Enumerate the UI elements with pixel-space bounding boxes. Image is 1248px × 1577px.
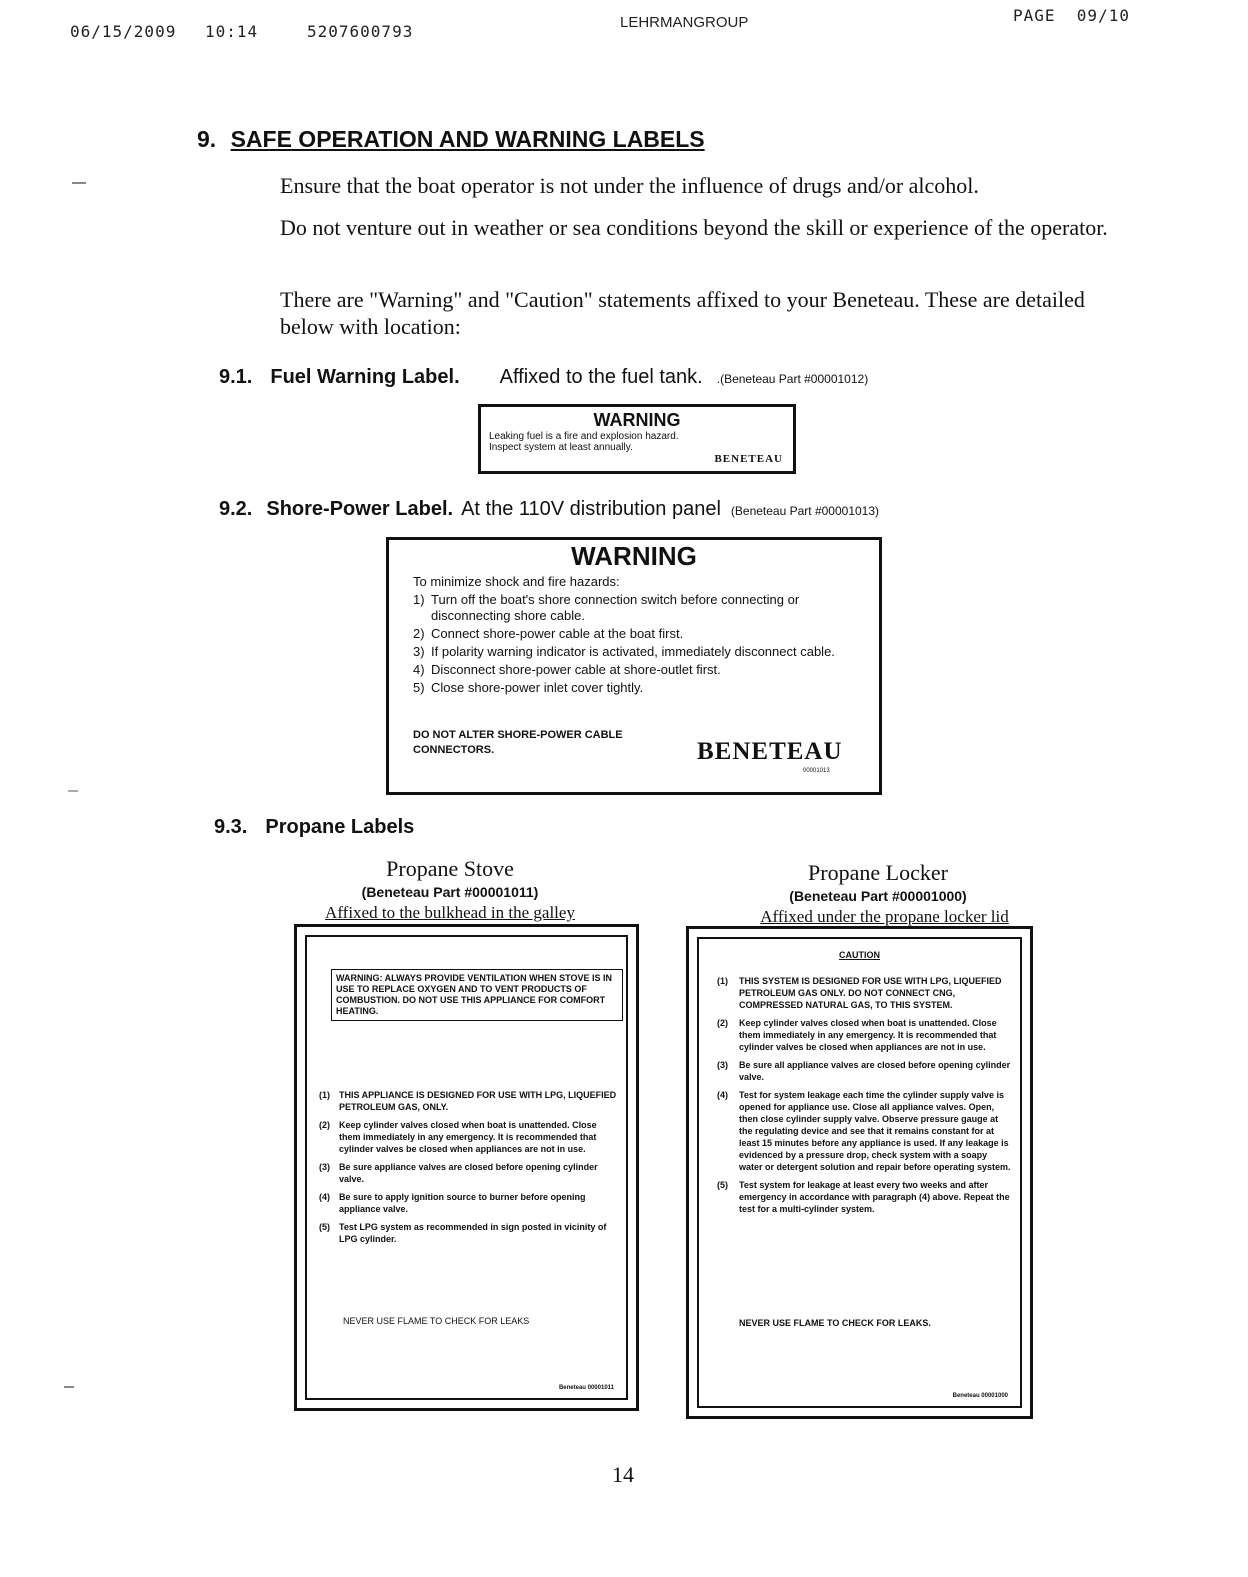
shore-label-heading: WARNING <box>571 541 697 571</box>
fuel-label-heading: WARNING <box>593 410 681 430</box>
fax-sender: LEHRMANGROUP <box>620 14 749 31</box>
locker-item: (3) Be sure all appliance valves are closed before opening cylinder valve. <box>717 1060 1011 1082</box>
shore-label-list <box>389 590 879 696</box>
fax-number: 5207600793 <box>307 22 414 41</box>
paragraph-2: Do not venture out in weather or sea conditions beyond the skill or experience of the operator. <box>280 215 1108 240</box>
section-number: 9. <box>197 126 217 152</box>
stove-item: (2) Keep cylinder valves closed when boat is unattended. Close them immediately in any emergency. It is recommended that cylinder valves be closed when appliances are not in use. <box>319 1120 597 1154</box>
shore-label-item: 3) If polarity warning indicator is activated, immediately disconnect cable. <box>413 644 835 659</box>
shore-label-item: 5) Close shore-power inlet cover tightly. <box>413 680 644 695</box>
locker-item: (2) Keep cylinder valves closed when boat is unattended. Close them immediately in any emergency. It is recommended that cylinder valves be closed when appliances are not in use. <box>717 1018 997 1052</box>
fuel-warning-label <box>478 404 796 474</box>
shore-label-brand: BENETEAU <box>697 738 843 765</box>
locker-list <box>717 975 1013 1221</box>
paragraph-1: Ensure that the boat operator is not under the influence of drugs and/or alcohol. <box>280 173 979 198</box>
propane-stove-label <box>294 924 639 1411</box>
shore-label-item: 2) Connect shore-power cable at the boat first. <box>413 626 684 641</box>
shore-power-label <box>386 537 882 795</box>
locker-code: Beneteau 00001000 <box>952 1393 1008 1399</box>
stove-heading: Propane Stove <box>386 856 514 881</box>
fax-page: PAGE 09/10 <box>1013 6 1130 25</box>
locker-item: (4) Test for system leakage each time the cylinder supply valve is opened for appliance use. Close all appliance valves. Open, then close cylinder supply valve. Observe pressure gauge at the regulating device and see that it remains constant for at least 15 minutes before any appliance is used. If any leakage is evidenced by a pressure drop, check system with a soapy water or detergent solution and repair before operating system. <box>717 1090 1011 1172</box>
sub3-number: 9.3. <box>214 816 248 838</box>
shore-label-intro: To minimize shock and fire hazards: <box>413 574 620 589</box>
stove-part: (Beneteau Part #00001011) <box>361 884 539 900</box>
locker-caution: CAUTION <box>839 950 880 960</box>
fuel-label-brand: BENETEAU <box>714 453 783 465</box>
section-title: SAFE OPERATION AND WARNING LABELS <box>230 126 705 152</box>
shore-label-item: 1) Turn off the boat's shore connection switch before connecting or disconnecting shore cable. <box>413 592 800 623</box>
sub1-title: Fuel Warning Label. <box>270 366 460 388</box>
shore-label-item: 4) Disconnect shore-power cable at shore-outlet first. <box>413 662 721 677</box>
stove-item: (5) Test LPG system as recommended in sign posted in vicinity of LPG cylinder. <box>319 1222 607 1244</box>
sub2-title: Shore-Power Label. <box>266 498 454 520</box>
sub2-location: At the 110V distribution panel <box>461 498 721 520</box>
subsection-9-1 <box>219 366 868 389</box>
sub1-location: Affixed to the fuel tank. <box>499 366 703 388</box>
locker-item: (1) THIS SYSTEM IS DESIGNED FOR USE WITH LPG, LIQUEFIED PETROLEUM GAS ONLY. DO NOT CONNECT CNG, COMPRESSED NATURAL GAS, TO THIS SYSTEM. <box>717 976 1002 1010</box>
fax-date: 06/15/2009 <box>70 22 177 41</box>
stove-code: Beneteau 00001011 <box>558 1385 614 1391</box>
subsection-9-3 <box>214 816 414 839</box>
stove-item: (1) THIS APPLIANCE IS DESIGNED FOR USE WITH LPG, LIQUEFIED PETROLEUM GAS, ONLY. <box>319 1090 617 1112</box>
locker-never: NEVER USE FLAME TO CHECK FOR LEAKS. <box>739 1318 931 1328</box>
sub2-part: (Beneteau Part #00001013) <box>730 504 880 518</box>
stove-never: NEVER USE FLAME TO CHECK FOR LEAKS <box>343 1316 530 1326</box>
fuel-label-text: Leaking fuel is a fire and explosion hazard. Inspect system at least annually. <box>489 431 679 453</box>
locker-part: (Beneteau Part #00001000) <box>789 888 967 904</box>
locker-heading: Propane Locker <box>808 860 948 885</box>
subsection-9-2 <box>219 498 879 521</box>
scan-mark <box>72 182 86 184</box>
stove-list <box>319 1089 619 1251</box>
shore-label-code: 00001013 <box>803 768 830 774</box>
locker-location: Affixed under the propane locker lid <box>760 907 1009 926</box>
stove-location: Affixed to the bulkhead in the galley <box>325 903 575 922</box>
sub3-title: Propane Labels <box>265 816 415 838</box>
page-number: 14 <box>612 1462 634 1487</box>
propane-locker-label <box>686 926 1033 1419</box>
stove-item: (3) Be sure appliance valves are closed before opening cylinder valve. <box>319 1162 598 1184</box>
shore-label-footer: DO NOT ALTER SHORE-POWER CABLE CONNECTORS. <box>413 729 623 756</box>
sub1-part: .(Beneteau Part #00001012) <box>716 372 869 386</box>
locker-item: (5) Test system for leakage at least every two weeks and after emergency in accordance with paragraph (4) above. Repeat the test for a multi-cylinder system. <box>717 1180 1010 1214</box>
scan-mark <box>64 1386 74 1388</box>
scan-mark <box>68 790 78 792</box>
stove-item: (4) Be sure to apply ignition source to burner before opening appliance valve. <box>319 1192 586 1214</box>
sub2-number: 9.2. <box>219 498 253 520</box>
stove-warning-box: WARNING: ALWAYS PROVIDE VENTILATION WHEN STOVE IS IN USE TO REPLACE OXYGEN AND TO VENT PRODUCTS OF COMBUSTION. DO NOT USE THIS APPLIANCE FOR COMFORT HEATING. <box>331 969 623 1021</box>
section-heading <box>197 126 705 153</box>
paragraph-3: There are "Warning" and "Caution" statements affixed to your Beneteau. These are detailed below with location: <box>280 287 1085 339</box>
sub1-number: 9.1. <box>219 366 253 388</box>
fax-time: 10:14 <box>205 22 259 41</box>
